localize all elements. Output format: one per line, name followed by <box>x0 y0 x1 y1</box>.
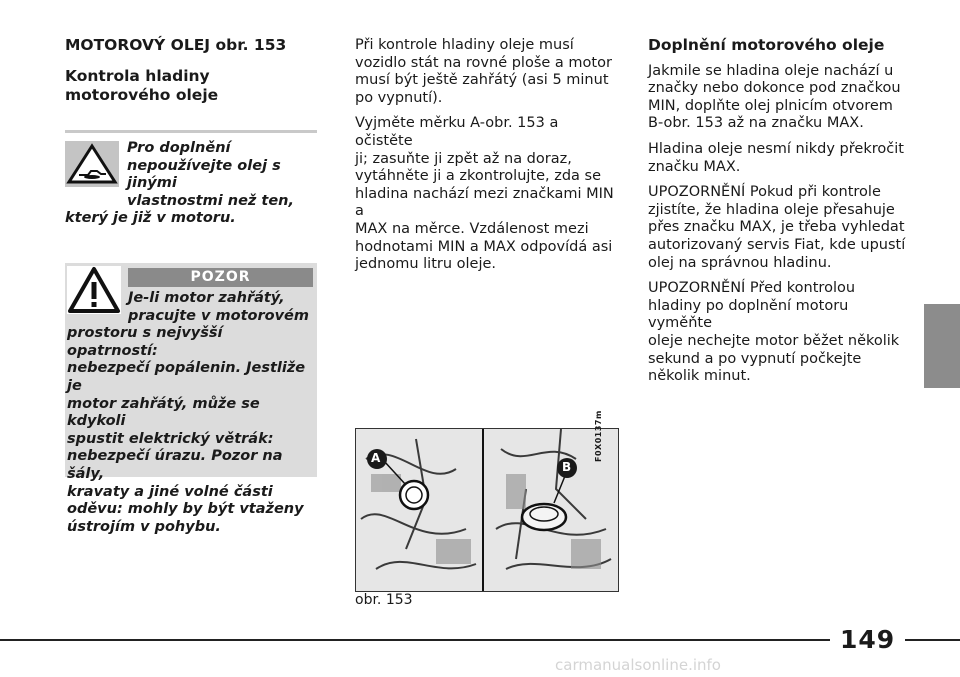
note-line: Pro doplnění <box>127 140 231 156</box>
note-divider <box>65 130 317 133</box>
figure-caption: obr. 153 <box>355 592 413 608</box>
warning-line: Je-li motor zahřátý, <box>128 290 285 306</box>
engine-photo-illustration <box>356 429 618 591</box>
section-title: MOTOROVÝ OLEJ obr. 153 <box>65 36 287 54</box>
engine-figure <box>355 428 619 592</box>
left-column <box>65 37 320 105</box>
paragraph: UPOZORNĚNÍ Před kontrolou hladiny po doplnění motoru vyměňte oleje nechejte motor běžet několik sekund a po vypnutí počkejte několik minut. <box>648 280 900 385</box>
warning-line: prostoru s nejvyšší opatrností: <box>67 325 223 359</box>
figure-label-b: B <box>562 460 572 474</box>
warning-label: POZOR <box>128 268 313 287</box>
note-line: nepoužívejte olej s jinými <box>127 157 281 191</box>
warning-line: nebezpečí popálenin. Jestliže je <box>67 360 306 394</box>
warning-line: motor zahřátý, může se kdykoli <box>67 395 260 430</box>
paragraph: Hladina oleje nesmí nikdy překročit značku MAX. <box>648 140 904 175</box>
note-line: který je již v motoru. <box>65 210 236 226</box>
section-subtitle: Kontrola hladiny motorového oleje <box>65 66 219 104</box>
note-line: vlastnostmi než ten, <box>127 192 294 209</box>
warning-line: ústrojím v pohybu. <box>67 518 221 535</box>
note-text <box>65 140 320 228</box>
figure-label-a: A <box>371 451 381 465</box>
warning-text <box>67 290 317 536</box>
right-column <box>648 37 913 394</box>
watermark: carmanualsonline.info <box>555 656 721 674</box>
paragraph: Při kontrole hladiny oleje musí vozidlo stát na rovné ploše a motor musí být ještě zahřátý (asi 5 minut po vypnutí). <box>355 37 612 106</box>
warning-line: pracujte v motorovém <box>128 307 309 324</box>
footer-rule <box>0 639 960 641</box>
warning-line: spustit elektrický větrák: <box>67 430 274 447</box>
figure-code: F0X0137m <box>594 410 603 462</box>
paragraph: Jakmile se hladina oleje nachází u značky nebo dokonce pod značkou MIN, doplňte olej plnicím otvorem B-obr. 153 až na značku MAX. <box>648 62 901 132</box>
right-heading: Doplnění motorového oleje <box>648 36 885 54</box>
paragraph: Vyjměte měrku A-obr. 153 a očistěte ji; zasuňte ji zpět až na doraz, vytáhněte ji a zkontrolujte, zda se hladina nachází mezi značkami MIN a MAX na měrce. Vzdálenost mezi hodnotami MIN a MAX odpovídá asi jednomu litru oleje. <box>355 115 614 273</box>
paragraph: UPOZORNĚNÍ Pokud při kontrole zjistíte, že hladina oleje přesahuje přes značku MAX, je třeba vyhledat autorizovaný servis Fiat, kde upustí olej na správnou hladinu. <box>648 184 906 271</box>
warning-line: nebezpečí úrazu. Pozor na šály, <box>67 448 283 482</box>
chapter-tab <box>924 304 960 388</box>
warning-line: oděvu: mohly by být vtaženy <box>67 501 304 518</box>
middle-column <box>355 37 620 282</box>
warning-line: kravaty a jiné volné části <box>67 483 273 500</box>
page-number: 149 <box>830 626 905 654</box>
